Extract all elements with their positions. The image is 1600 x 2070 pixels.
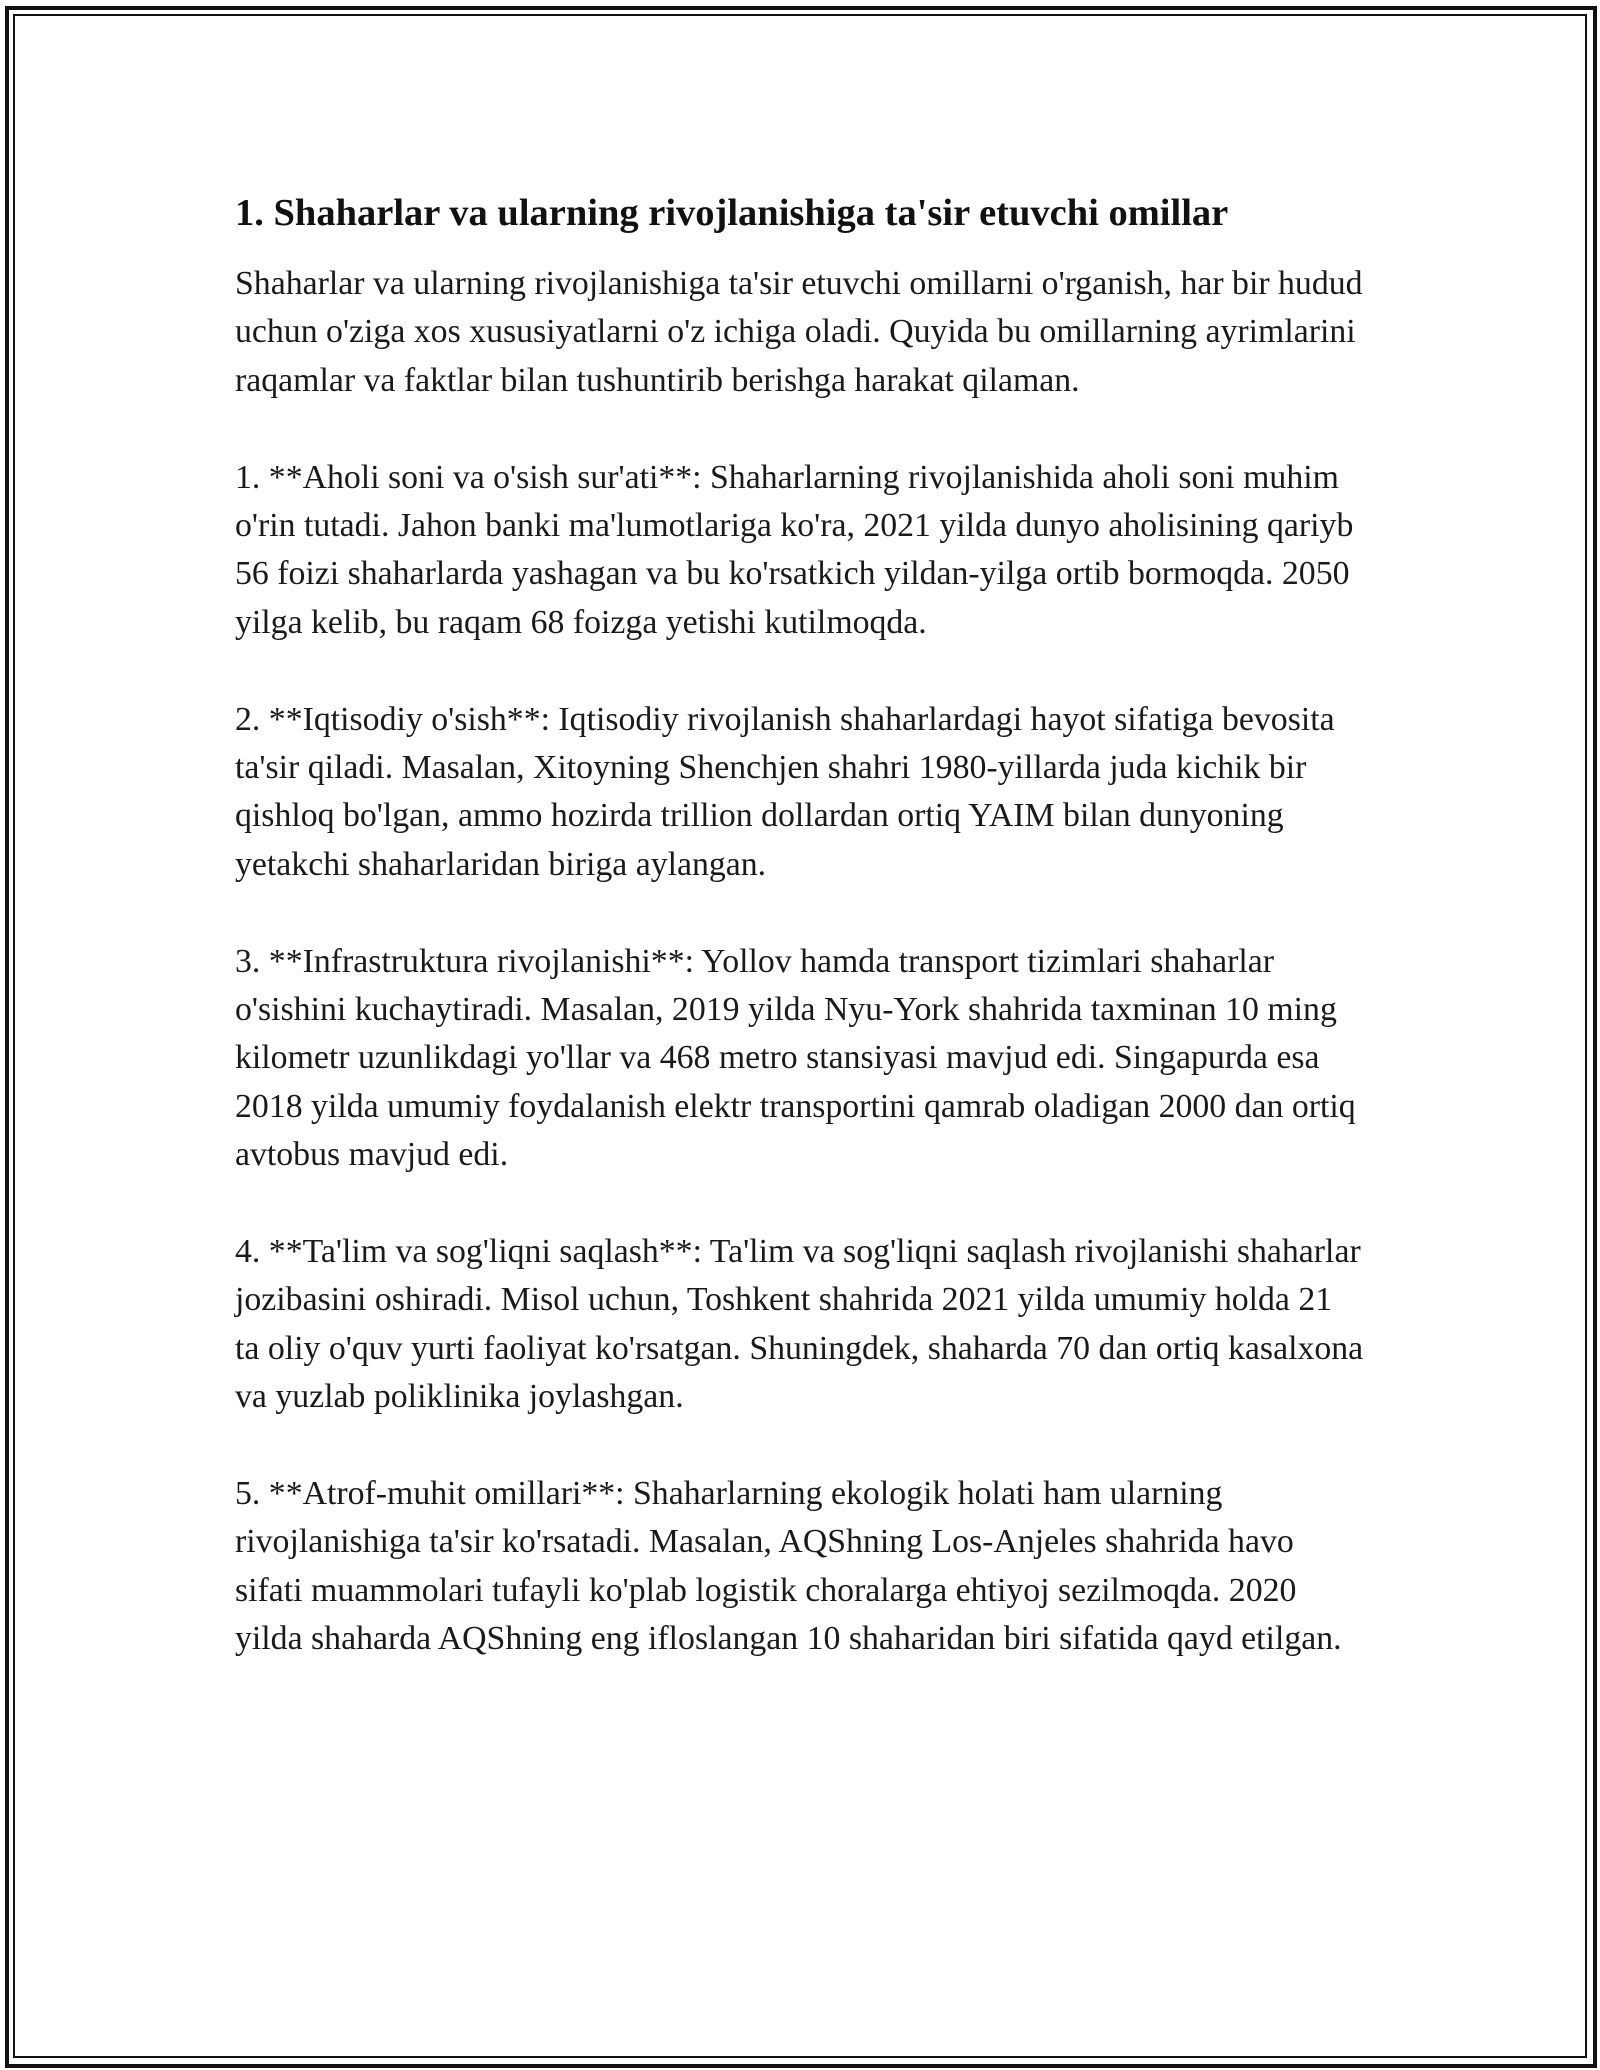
- list-item-education-health: 4. **Ta'lim va sog'liqni saqlash**: Ta'lim va sog'liqni saqlash rivojlanishi shaharlar jozibasini oshiradi. Misol uchun, Toshkent shahrida 2021 yilda umumiy holda 21 ta oliy o'quv yurti faoliyat ko'rsatgan. Shuningdek, shaharda 70 dan ortiq kasalxona va yuzlab poliklinika joylashgan.: [235, 1233, 1364, 1416]
- list-item-infrastructure: 3. **Infrastruktura rivojlanishi**: Yollov hamda transport tizimlari shaharlar o'sishini kuchaytiradi. Masalan, 2019 yilda Nyu-York shahrida taxminan 10 ming kilometr uzunlikdagi yo'llar va 468 metro stansiyasi mavjud edi. Singapurda esa 2018 yilda umumiy foydalanish elektr transportini qamrab oladigan 2000 dan ortiq avtobus mavjud edi.: [235, 942, 1356, 1174]
- intro-paragraph: Shaharlar va ularning rivojlanishiga ta'sir etuvchi omillarni o'rganish, har bir hudud uchun o'ziga xos xususiyatlarni o'z ichiga oladi. Quyida bu omillarning ayrimlarini raqamlar va faktlar bilan tushuntirib berishga harakat qilaman.: [235, 265, 1363, 399]
- list-item-environment: 5. **Atrof-muhit omillari**: Shaharlarning ekologik holati ham ularning rivojlanishiga ta'sir ko'rsatadi. Masalan, AQShning Los-Anjeles shahrida havo sifati muammolari tufayli ko'plab logistik choralarga ehtiyoj sezilmoqda. 2020 yilda shaharda AQShning eng ifloslangan 10 shaharidan biri sifatida qayd etilgan.: [235, 1475, 1342, 1658]
- list-item-population: 1. **Aholi soni va o'sish sur'ati**: Shaharlarning rivojlanishida aholi soni muhim o'rin tutadi. Jahon banki ma'lumotlariga ko'ra, 2021 yilda dunyo aholisining qariyb 56 foizi shaharlarda yashagan va bu ko'rsatkich yildan-yilga ortib bormoqda. 2050 yilga kelib, bu raqam 68 foizga yetishi kutilmoqda.: [235, 458, 1354, 641]
- document-body: [235, 188, 1365, 1664]
- section-heading: 1. Shaharlar va ularning rivojlanishiga ta'sir etuvchi omillar: [235, 192, 1229, 234]
- list-item-economic-growth: 2. **Iqtisodiy o'sish**: Iqtisodiy rivojlanish shaharlardagi hayot sifatiga bevosita ta'sir qiladi. Masalan, Xitoyning Shenchjen shahri 1980-yillarda juda kichik bir qishloq bo'lgan, ammo hozirda trillion dollardan ortiq YAIM bilan dunyoning yetakchi shaharlaridan biriga aylangan.: [235, 700, 1335, 883]
